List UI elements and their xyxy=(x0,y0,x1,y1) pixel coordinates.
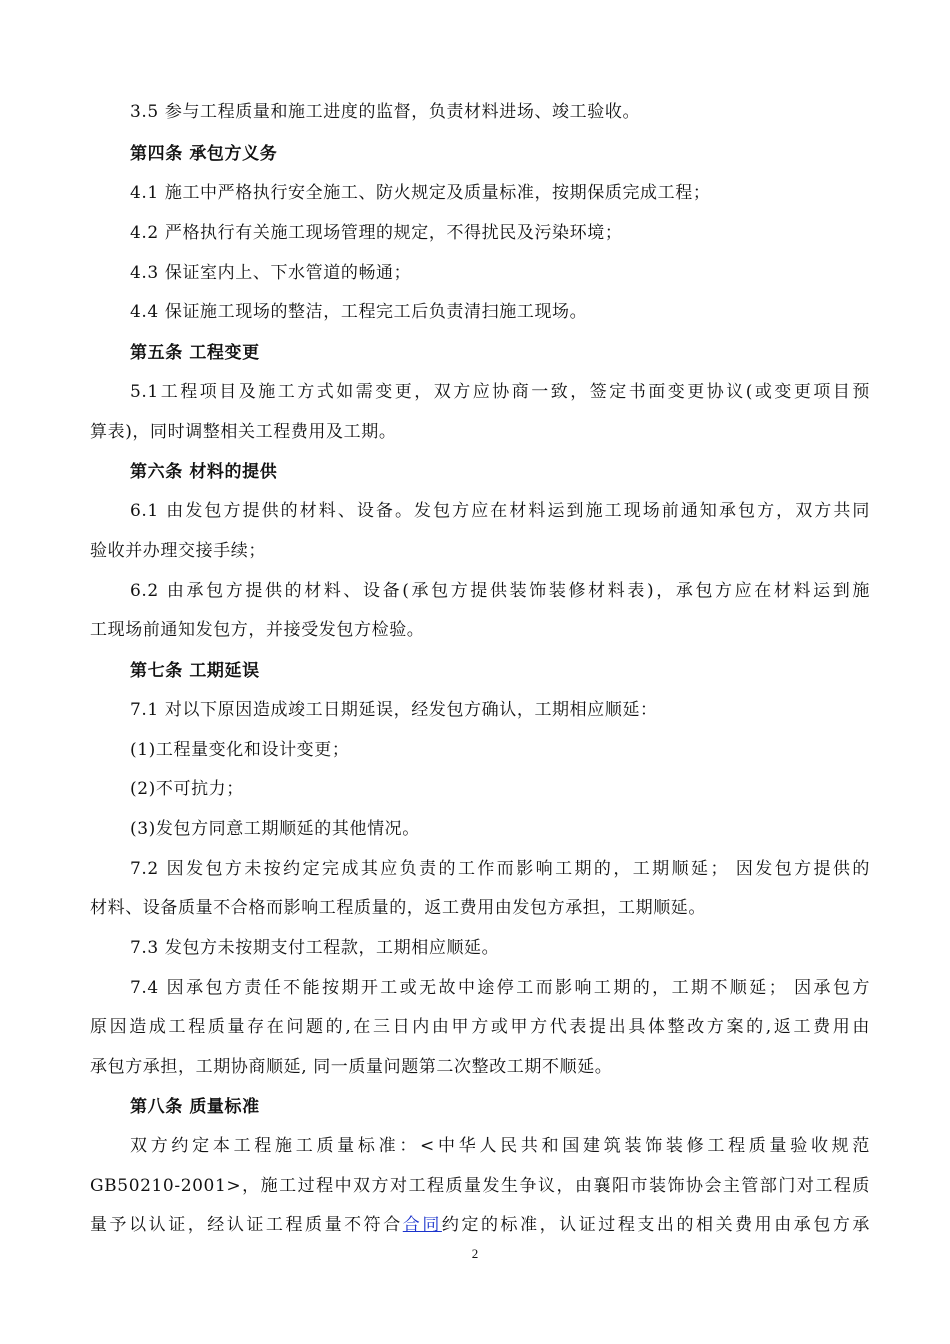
clause-7-4-line-3: 承包方承担，工期协商顺延, 同一质量问题第二次整改工期不顺延。 xyxy=(90,1057,613,1077)
clause-6-1-line-2: 验收并办理交接手续； xyxy=(90,541,266,561)
article-8-line-3-start: 量予以认证，经认证工程质量不符合 xyxy=(90,1215,403,1235)
clause-4-2: 4.2 严格执行有关施工现场管理的规定，不得扰民及污染环境； xyxy=(130,223,623,243)
contract-link[interactable]: 合同 xyxy=(402,1215,442,1235)
article-8-line-1: 双方约定本工程施工质量标准：<中华人民共和国建筑装饰装修工程质量验收规范 xyxy=(130,1136,870,1156)
clause-6-2-line-1: 6.2 由承包方提供的材料、设备(承包方提供装饰装修材料表)，承包方应在材料运到施 xyxy=(130,581,870,601)
article-8-line-2: GB50210-2001>，施工过程中双方对工程质量发生争议，由襄阳市装饰协会主管部门对工程质 xyxy=(90,1176,870,1196)
clause-7-2-line-2: 材料、设备质量不合格而影响工程质量的，返工费用由发包方承担，工期顺延。 xyxy=(90,898,706,918)
clause-7-4-line-2: 原因造成工程质量存在问题的,在三日内由甲方或甲方代表提出具体整改方案的,返工费用由 xyxy=(90,1017,870,1037)
clause-7-1-item-3: (3)发包方同意工期顺延的其他情况。 xyxy=(130,819,420,839)
clause-7-4-line-1: 7.4 因承包方责任不能按期开工或无故中途停工而影响工期的，工期不顺延； 因承包方 xyxy=(130,978,870,998)
clause-7-3: 7.3 发包方未按期支付工程款，工期相应顺延。 xyxy=(130,938,500,958)
clause-4-3: 4.3 保证室内上、下水管道的畅通； xyxy=(130,263,412,283)
page-number: 2 xyxy=(471,1246,479,1261)
clause-7-2-line-1: 7.2 因发包方未按约定完成其应负责的工作而影响工期的，工期顺延； 因发包方提供的 xyxy=(130,859,870,879)
clause-6-1-line-1: 6.1 由发包方提供的材料、设备。发包方应在材料运到施工现场前通知承包方，双方共同 xyxy=(130,501,870,521)
clause-4-4: 4.4 保证施工现场的整洁，工程完工后负责清扫施工现场。 xyxy=(130,302,588,322)
clause-7-1-item-2: (2)不可抗力； xyxy=(130,779,244,799)
clause-6-2-line-2: 工现场前通知发包方，并接受发包方检验。 xyxy=(90,620,425,640)
clause-7-1-item-1: (1)工程量变化和设计变更； xyxy=(130,740,350,760)
clause-5-1-line-1: 5.1工程项目及施工方式如需变更，双方应协商一致，签定书面变更协议(或变更项目预 xyxy=(130,382,870,402)
heading-article-4: 第四条 承包方义务 xyxy=(130,144,278,164)
heading-article-6: 第六条 材料的提供 xyxy=(130,462,278,482)
clause-7-1: 7.1 对以下原因造成竣工日期延误，经发包方确认，工期相应顺延： xyxy=(130,700,658,720)
article-8-line-3-end: 约定的标准，认证过程支出的相关费用由承包方承 xyxy=(441,1215,871,1235)
heading-article-5: 第五条 工程变更 xyxy=(130,343,260,363)
clause-3-5: 3.5 参与工程质量和施工进度的监督，负责材料进场、竣工验收。 xyxy=(130,102,641,122)
heading-article-7: 第七条 工期延误 xyxy=(130,661,260,681)
clause-4-1: 4.1 施工中严格执行安全施工、防火规定及质量标准，按期保质完成工程； xyxy=(130,183,711,203)
heading-article-8: 第八条 质量标准 xyxy=(130,1097,260,1117)
clause-5-1-line-2: 算表)，同时调整相关工程费用及工期。 xyxy=(90,422,397,442)
article-8-line-3 xyxy=(90,1213,870,1237)
